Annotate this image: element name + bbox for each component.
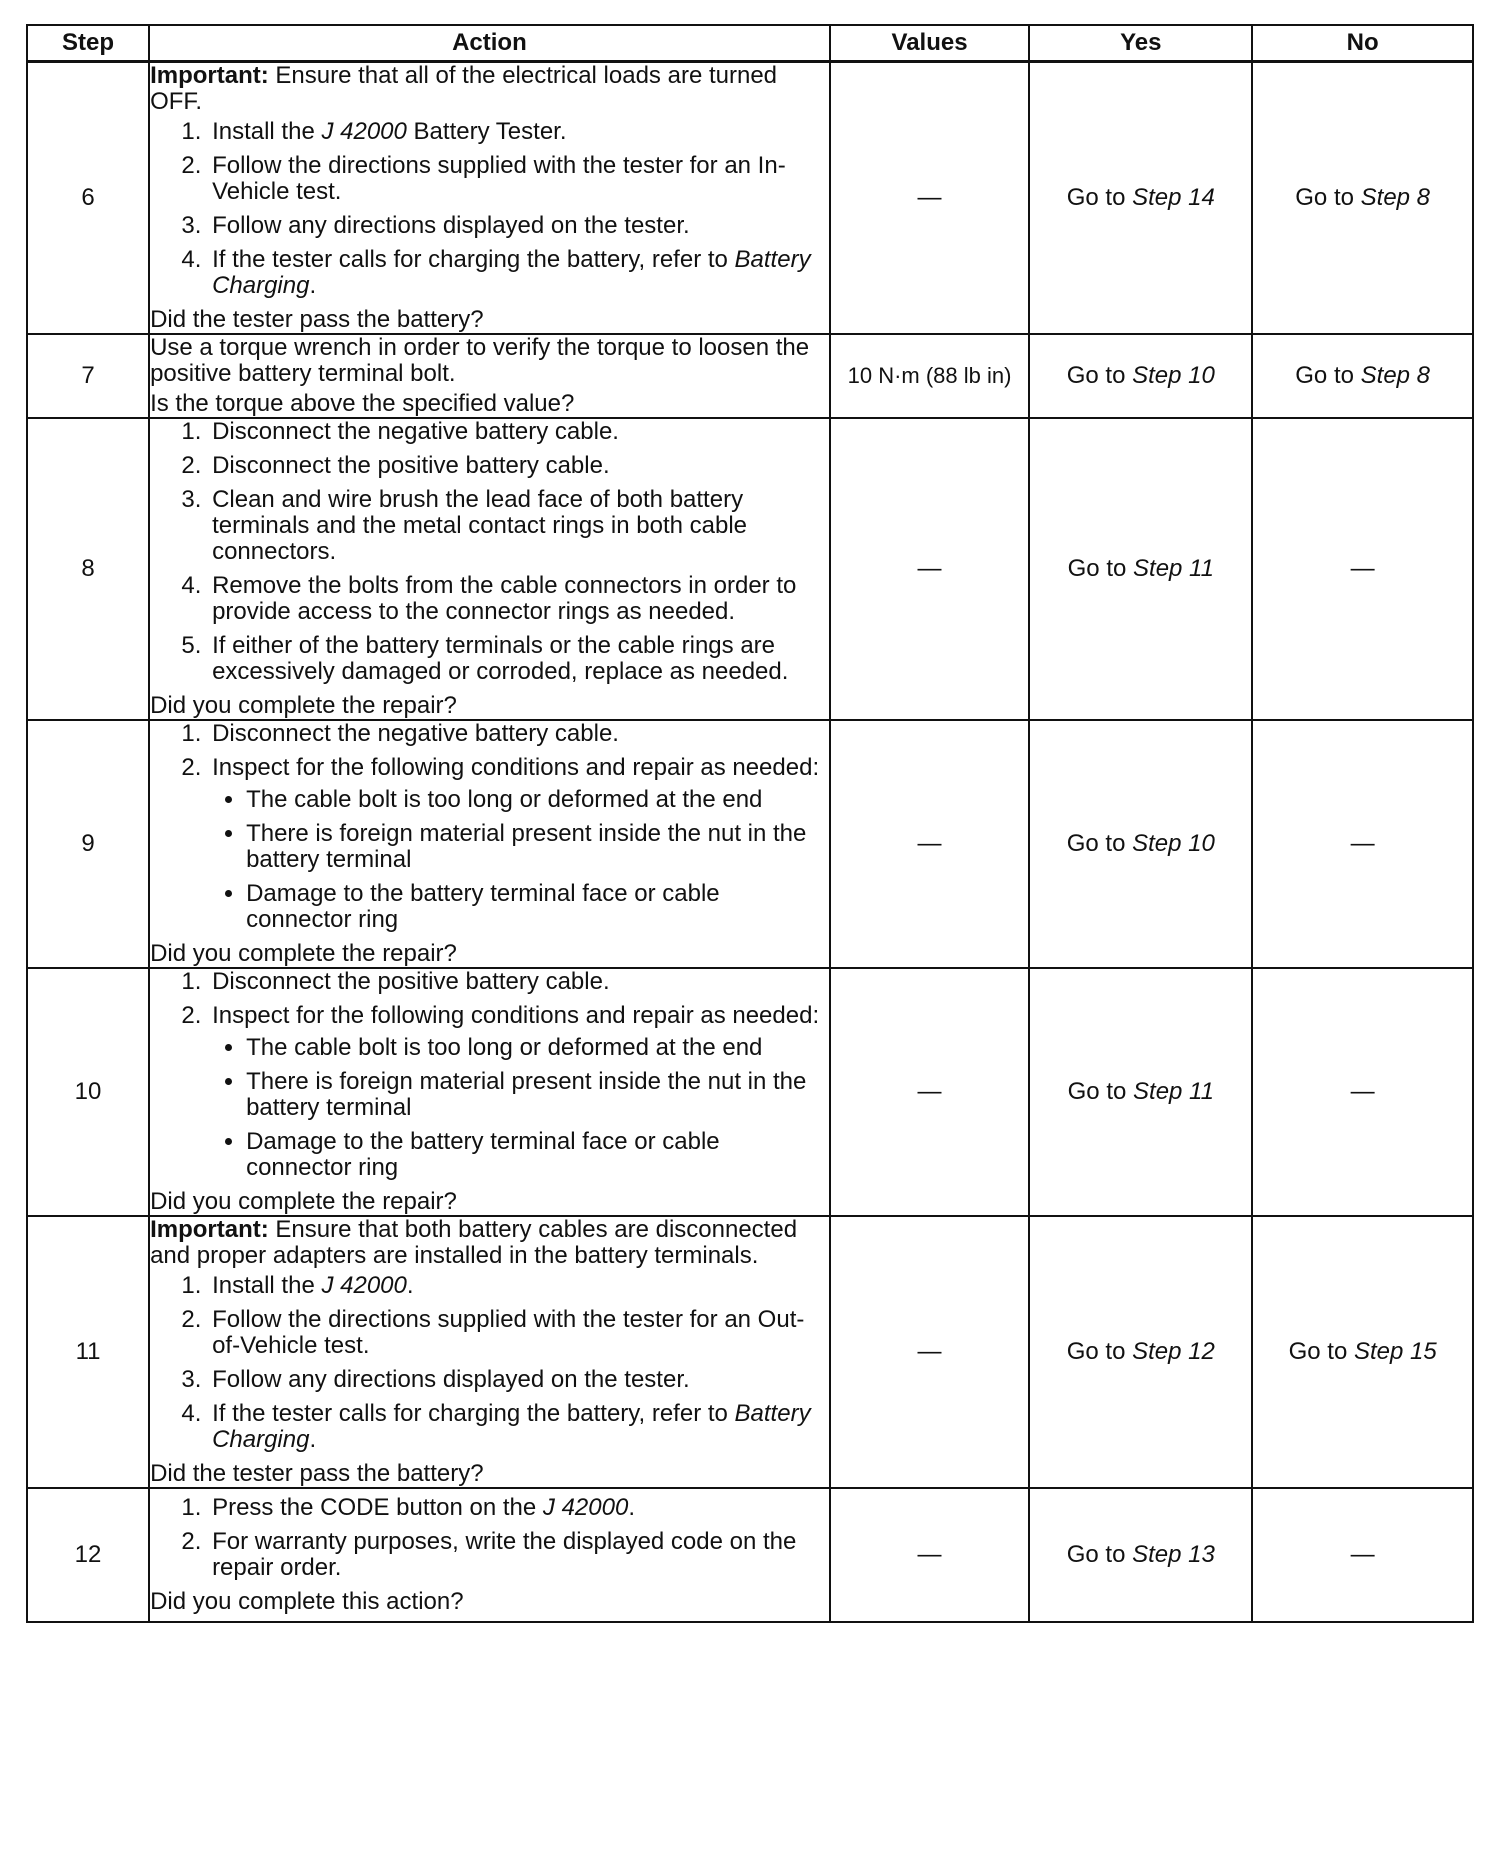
important-text: Ensure that both battery cables are disconnected and proper adapters are installed in the battery terminals. <box>150 1216 798 1269</box>
value-cell: — <box>830 1488 1030 1622</box>
yes-step-ref: Step 11 <box>1133 555 1214 582</box>
yes-cell: Go to Step 13 <box>1029 1488 1252 1622</box>
action-cell <box>149 334 830 418</box>
action-steps <box>150 419 829 685</box>
action-cell <box>149 720 830 968</box>
important-label: Important: <box>150 1216 269 1243</box>
list-item: 1. Disconnect the negative battery cable. <box>208 721 829 747</box>
action-steps <box>150 1273 829 1453</box>
no-cell: — <box>1252 720 1473 968</box>
action-steps <box>150 1495 829 1581</box>
table-row <box>27 1216 1473 1488</box>
step-number: 10 <box>27 968 149 1216</box>
list-item: 4. If the tester calls for charging the battery, refer to Battery Charging. <box>208 247 829 299</box>
no-cell: — <box>1252 968 1473 1216</box>
no-cell: Go to Step 8 <box>1252 334 1473 418</box>
no-cell: — <box>1252 418 1473 720</box>
step-number: 7 <box>27 334 149 418</box>
diagnostic-table <box>26 24 1474 1623</box>
yes-step-ref: Step 11 <box>1133 1078 1214 1105</box>
tool-name: J 42000 <box>542 1494 629 1521</box>
value-cell: — <box>830 62 1030 335</box>
step-number: 8 <box>27 418 149 720</box>
tool-name: J 42000 <box>321 1272 407 1299</box>
list-item: 1. Disconnect the negative battery cable. <box>208 419 829 445</box>
action-steps <box>150 969 829 1181</box>
table-row <box>27 62 1473 335</box>
header-step: Step <box>27 25 149 62</box>
yes-step-ref: Step 12 <box>1132 1338 1215 1365</box>
no-step-ref: Step 15 <box>1353 1338 1437 1365</box>
action-text: Use a torque wrench in order to verify the torque to loosen the positive battery terminal bolt. <box>150 334 810 387</box>
action-steps <box>150 119 829 299</box>
value-cell: 10 N·m (88 lb in) <box>830 334 1030 418</box>
list-item: 2. For warranty purposes, write the displayed code on the repair order. <box>208 1529 829 1581</box>
action-cell <box>149 968 830 1216</box>
yes-step-ref: Step 10 <box>1132 830 1215 857</box>
yes-step-ref: Step 14 <box>1132 184 1215 211</box>
table-header-row <box>27 25 1473 62</box>
table-row <box>27 1488 1473 1622</box>
list-item: 1. Install the J 42000. <box>208 1273 829 1299</box>
tool-name: J 42000 <box>321 118 407 145</box>
action-cell <box>149 418 830 720</box>
yes-cell: Go to Step 12 <box>1029 1216 1252 1488</box>
step-number: 12 <box>27 1488 149 1622</box>
value-cell: — <box>830 418 1030 720</box>
list-item: 4. If the tester calls for charging the battery, refer to Battery Charging. <box>208 1401 829 1453</box>
header-no: No <box>1252 25 1473 62</box>
reference-link: Battery Charging <box>212 246 811 299</box>
important-note <box>150 63 829 115</box>
no-cell: — <box>1252 1488 1473 1622</box>
condition-item: • Damage to the battery terminal face or cable connector ring <box>246 1129 829 1181</box>
no-step-ref: Step 8 <box>1360 362 1431 389</box>
no-cell: Go to Step 8 <box>1252 62 1473 335</box>
question-text: Did you complete the repair? <box>150 1188 457 1215</box>
value-cell: — <box>830 1216 1030 1488</box>
condition-item: • Damage to the battery terminal face or cable connector ring <box>246 881 829 933</box>
condition-item: • The cable bolt is too long or deformed at the end <box>246 787 829 813</box>
table-row <box>27 418 1473 720</box>
question-text: Is the torque above the specified value? <box>150 390 575 417</box>
list-item: 5. If either of the battery terminals or the cable rings are excessively damaged or corroded, replace as needed. <box>208 633 829 685</box>
step-number: 11 <box>27 1216 149 1488</box>
header-values: Values <box>830 25 1030 62</box>
list-item: 2. Inspect for the following conditions and repair as needed: • The cable bolt is too long or deformed at the end • There is foreign material present inside the nut in the battery terminal • Damage to the battery terminal face or cable connector ring <box>208 1003 829 1181</box>
question-text: Did you complete this action? <box>150 1588 464 1615</box>
important-note <box>150 1217 829 1269</box>
list-item: 2. Follow the directions supplied with the tester for an In-Vehicle test. <box>208 153 829 205</box>
yes-cell: Go to Step 14 <box>1029 62 1252 335</box>
condition-item: • There is foreign material present inside the nut in the battery terminal <box>246 821 829 873</box>
table-row <box>27 720 1473 968</box>
condition-list <box>212 1035 829 1181</box>
header-action: Action <box>149 25 830 62</box>
list-item: 3. Follow any directions displayed on the tester. <box>208 213 829 239</box>
condition-item: • There is foreign material present inside the nut in the battery terminal <box>246 1069 829 1121</box>
list-item: 1. Disconnect the positive battery cable. <box>208 969 829 995</box>
important-label: Important: <box>150 62 269 89</box>
list-item: 2. Inspect for the following conditions and repair as needed: • The cable bolt is too long or deformed at the end • There is foreign material present inside the nut in the battery terminal • Damage to the battery terminal face or cable connector ring <box>208 755 829 933</box>
value-cell: — <box>830 968 1030 1216</box>
table-row <box>27 968 1473 1216</box>
header-yes: Yes <box>1029 25 1252 62</box>
list-item: 1. Install the J 42000 Battery Tester. <box>208 119 829 145</box>
action-cell <box>149 62 830 335</box>
list-item: 2. Disconnect the positive battery cable. <box>208 453 829 479</box>
action-steps <box>150 721 829 933</box>
important-text: Ensure that all of the electrical loads are turned OFF. <box>150 62 778 115</box>
list-item: 4. Remove the bolts from the cable connectors in order to provide access to the connector rings as needed. <box>208 573 829 625</box>
list-item: 1. Press the CODE button on the J 42000. <box>208 1495 829 1521</box>
question-text: Did you complete the repair? <box>150 692 457 719</box>
no-step-ref: Step 8 <box>1360 184 1431 211</box>
yes-cell: Go to Step 11 <box>1029 968 1252 1216</box>
no-cell: Go to Step 15 <box>1252 1216 1473 1488</box>
condition-item: • The cable bolt is too long or deformed at the end <box>246 1035 829 1061</box>
condition-list <box>212 787 829 933</box>
question-text: Did the tester pass the battery? <box>150 1460 484 1487</box>
action-cell <box>149 1216 830 1488</box>
action-cell <box>149 1488 830 1622</box>
question-text: Did you complete the repair? <box>150 940 457 967</box>
list-item: 3. Clean and wire brush the lead face of both battery terminals and the metal contact rings in both cable connectors. <box>208 487 829 565</box>
table-row <box>27 334 1473 418</box>
reference-link: Battery Charging <box>212 1400 811 1453</box>
step-number: 9 <box>27 720 149 968</box>
list-item: 3. Follow any directions displayed on the tester. <box>208 1367 829 1393</box>
list-item: 2. Follow the directions supplied with the tester for an Out-of-Vehicle test. <box>208 1307 829 1359</box>
yes-cell: Go to Step 11 <box>1029 418 1252 720</box>
step-number: 6 <box>27 62 149 335</box>
yes-step-ref: Step 10 <box>1132 362 1215 389</box>
yes-step-ref: Step 13 <box>1132 1541 1215 1568</box>
value-cell: — <box>830 720 1030 968</box>
question-text: Did the tester pass the battery? <box>150 306 484 333</box>
yes-cell: Go to Step 10 <box>1029 720 1252 968</box>
yes-cell: Go to Step 10 <box>1029 334 1252 418</box>
